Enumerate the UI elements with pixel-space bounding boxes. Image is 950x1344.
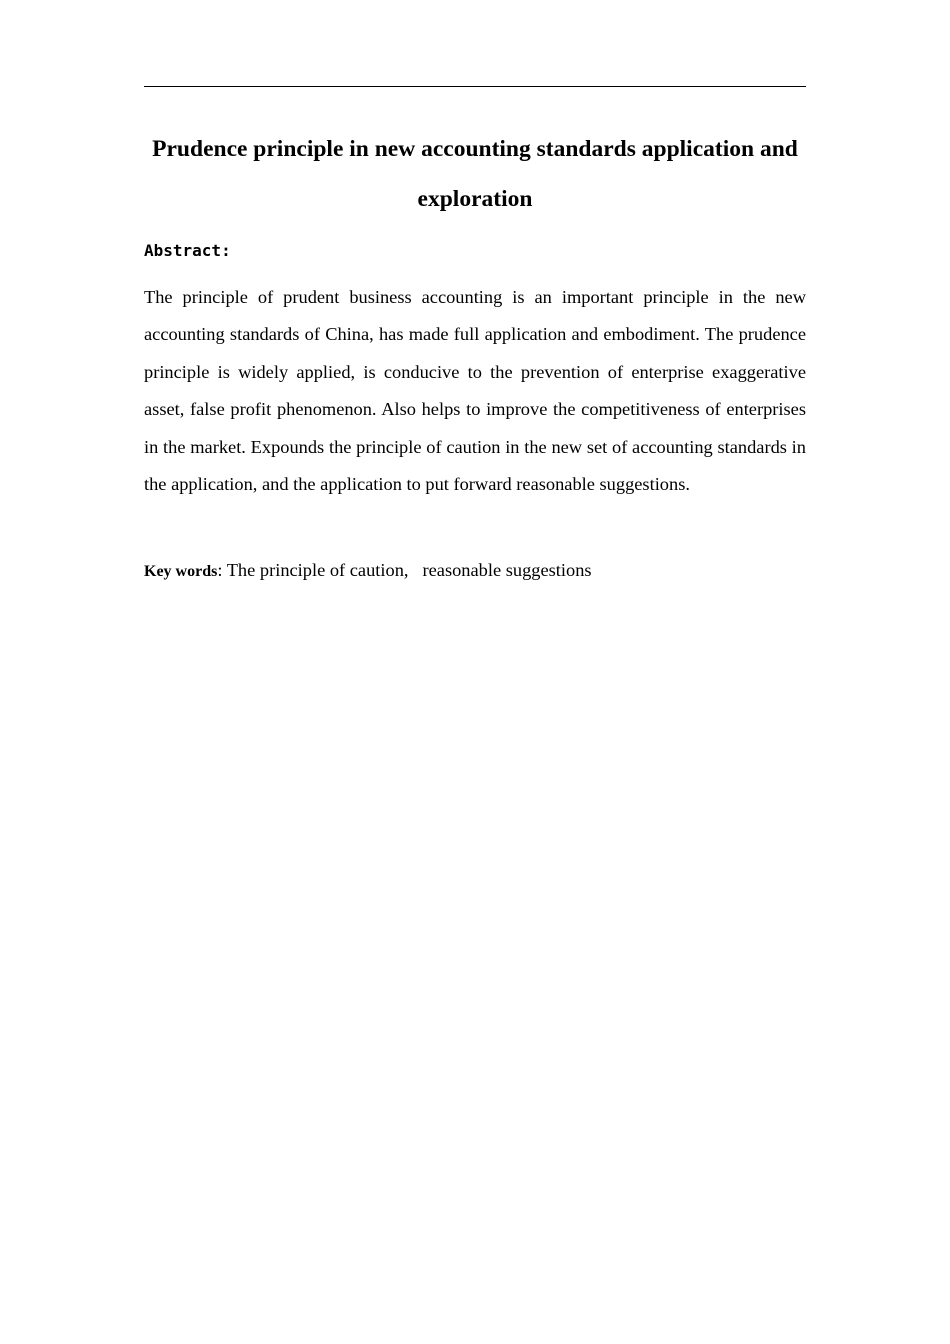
abstract-heading: Abstract: (144, 241, 231, 260)
keyword-item: The principle of caution, (226, 560, 409, 580)
header-rule (144, 86, 806, 87)
keyword-item: reasonable suggestions (422, 560, 592, 580)
keywords-label: Key words (144, 563, 218, 580)
keywords-colon: : (217, 560, 227, 580)
paper-title: Prudence principle in new accounting standards application and exploration (152, 136, 798, 212)
abstract-body: The principle of prudent business accounting is an important principle in the new accounting standards of China, has made full application and embodiment. The prudence principle is widely applied, is conducive to the prevention of enterprise exaggerative asset, false profit phenomenon. Also helps to improve the competitiveness of enterprises in the market. Expounds the principle of caution in the new set of accounting standards in the application, and the application to put forward reasonable suggestions. (144, 287, 806, 495)
keywords-line (144, 556, 806, 586)
